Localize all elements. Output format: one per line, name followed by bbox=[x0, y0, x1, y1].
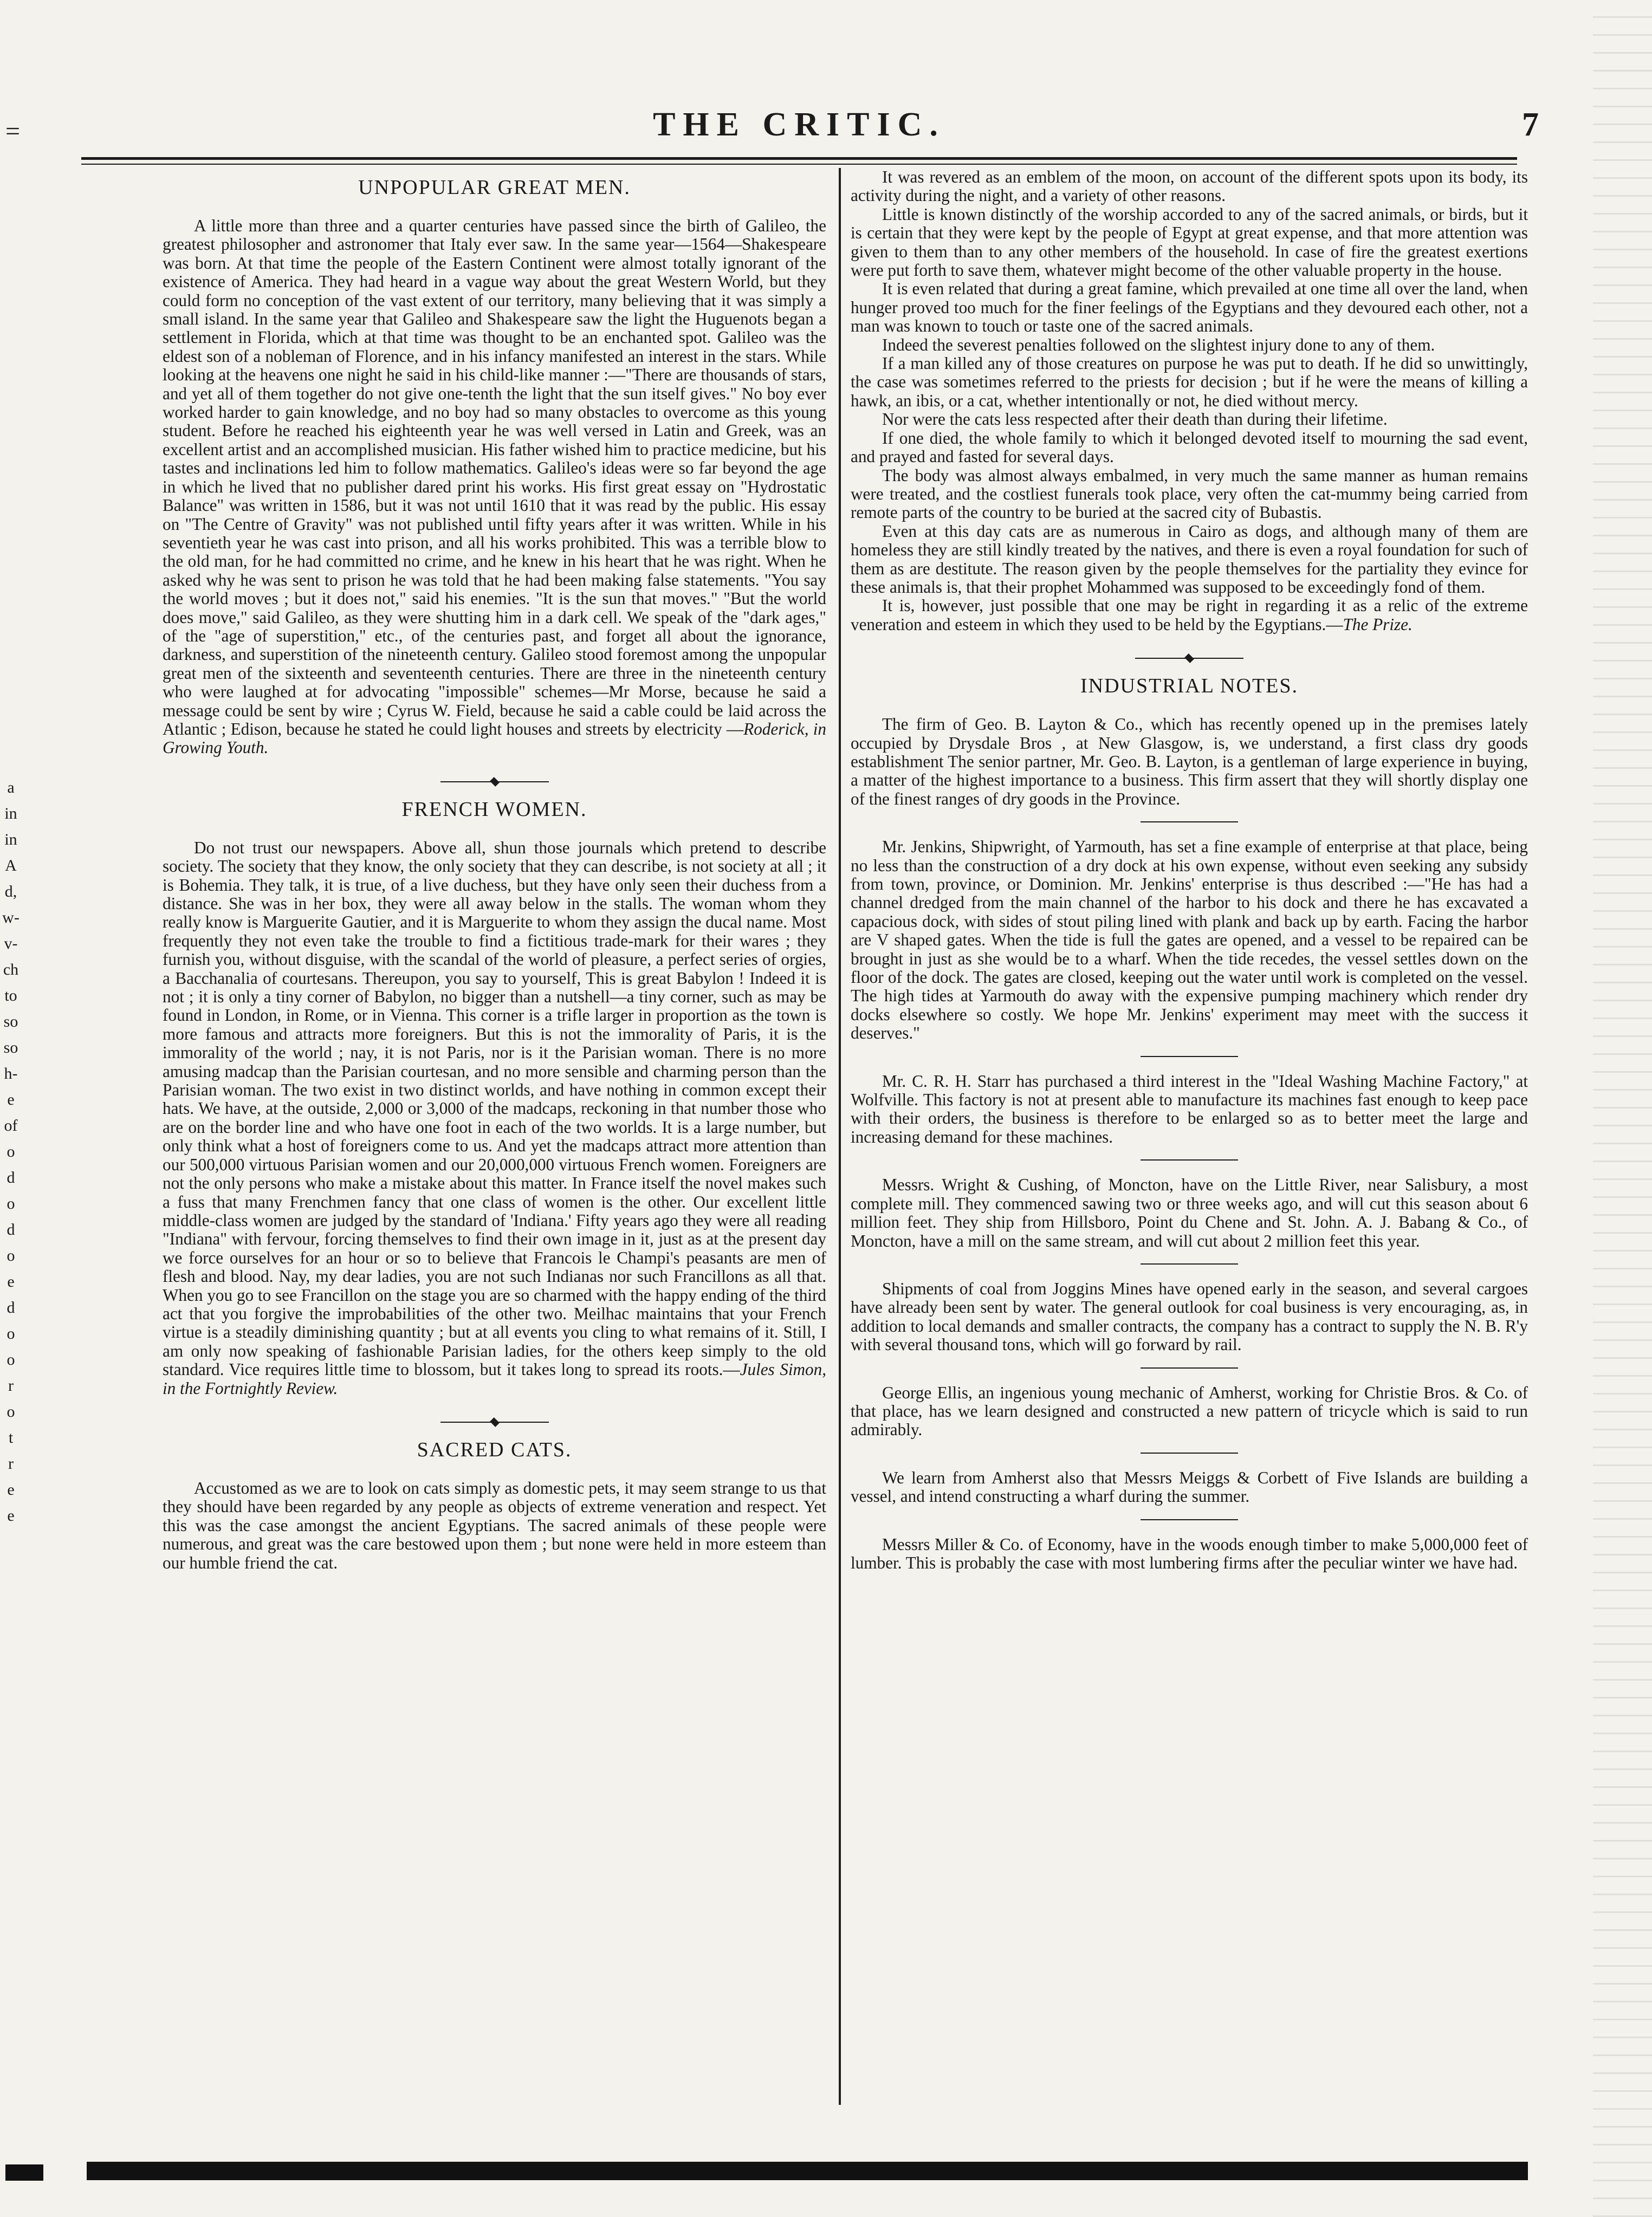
article-industrial-notes bbox=[851, 674, 1528, 1572]
left-margin-bleedthrough bbox=[0, 775, 22, 1529]
article-french-women bbox=[163, 798, 826, 1398]
article-byline: The Prize. bbox=[1343, 614, 1413, 634]
margin-fragment: ch bbox=[3, 961, 19, 978]
item-separator bbox=[1141, 1263, 1238, 1265]
right-page-fringe bbox=[1593, 0, 1652, 2217]
article-paragraph: It was revered as an emblem of the moon, on account of the different spots upon its body, its activity during the night, and a variety of other reasons. bbox=[851, 167, 1528, 205]
paragraph-text: Do not trust our newspapers. Above all, shun those journals which pretend to describe society. The society that they know, the only society that they can describe, is not society at all ; it is Bohemia. They talk, it is true, of a live duchess, but they have only seen their duchess from a distance. She was in her box, they were all away below in the stalls. The woman whom they really know is Marguerite Gautier, and it is Marguerite to whom they assign the ducal name. Most frequently they not even take the trouble to find a fictitious trade-mark for their wares ; they furnish you, without disguise, with the scandal of the world of pleasure, a perfect series of orgies, a Bacchanalia of courtesans. Thereupon, you say to yourself, This is great Babylon ! Indeed it is not ; it is only a tiny corner of Babylon, no bigger than a nutshell—a tiny corner, such as may be found in London, in Rome, or in Vienna. This corner is a trifle larger in proportion as the town is more famous and attracts more foreigners. But this is not the immorality of Paris, it is the immorality of the world ; nay, it is not Paris, nor is it the Parisian woman. There is no more amusing madcap than the Parisian courtesan, and no more sensible and charming person than the Parisian woman. The two exist in two distinct worlds, and have nothing in common except their hats. We have, at the outside, 2,000 or 3,000 of the madcaps, reckoning in that number those who are on the border line and who have one foot in each of the two worlds. It is a large number, but only think what a host of foreigners come to us. And yet the madcaps attract more attention than our 500,000 virtuous Parisian women and our 20,000,000 virtuous French women. Foreigners are not the only persons who make a mistake about this matter. In France itself the novel makes such a fuss that many Frenchmen fancy that one class of women is the other. Our excellent little middle-class women are judged by the standard of 'Indiana.' Fifty years ago they were all reading "Indiana" with fervour, forcing themselves to find their own image in it, just as at the present day we force ourselves for an hour or so to believe that Francois le Champi's peasants are men of flesh and blood. Nay, my dear ladies, you are not such Indianas nor such Francillons as all that. When you go to see Francillon on the stage you are so charmed with the happy ending of the third act that you forgive the improbabilities of the other two. Meilhac maintains that your French virtue is a steadily diminishing quantity ; but at all events you cling to what remains of it. Still, I am only now speaking of fashionable Parisian ladies, for the others keep simply to the old standard. Vice requires little time to blossom, but it takes long to spread its roots.— bbox=[163, 838, 826, 1379]
article-sacred-cats-continued bbox=[851, 168, 1528, 634]
article-heading: SACRED CATS. bbox=[417, 1438, 572, 1461]
article-unpopular-great-men bbox=[163, 176, 826, 757]
item-separator bbox=[1141, 1453, 1238, 1454]
article-paragraph: If a man killed any of those creatures on purpose he was put to death. If he did so unwittingly, the case was sometimes referred to the priests for decision ; but if he were the means of killing a hawk, an ibis, or a cat, whether intentionally or not, he died without mercy. bbox=[851, 354, 1528, 410]
margin-fragment: d bbox=[7, 1221, 15, 1239]
news-item: Shipments of coal from Joggins Mines have opened early in the season, and several cargoes have already been sent by water. The general outlook for coal business is very encouraging, as, in addition to local demands and smaller contracts, the company has a contract to supply the N. B. R'y with several thousand tons, which will go forward by rail. bbox=[851, 1279, 1528, 1354]
margin-fragment: o bbox=[7, 1143, 15, 1161]
item-separator bbox=[1141, 1159, 1238, 1161]
news-item: George Ellis, an ingenious young mechanic of Amherst, working for Christie Bros. & Co. of that place, has we learn designed and constructed a new pattern of tricycle which is said to run admirably. bbox=[851, 1383, 1528, 1440]
article-paragraph: Little is known distinctly of the worship accorded to any of the sacred animals, or birds, but it is certain that they were kept by the people of Egypt at great expense, and that more attention was given to them than to any other members of the household. In case of fire the greatest exertions were put forth to save them, whatever might become of the other valuable property in the house. bbox=[851, 204, 1528, 280]
article-paragraph bbox=[163, 839, 826, 1398]
margin-fragment: v- bbox=[4, 935, 18, 952]
item-separator bbox=[1141, 1056, 1238, 1057]
margin-fragment: e bbox=[7, 1273, 15, 1291]
item-separator bbox=[1141, 821, 1238, 822]
right-column bbox=[851, 168, 1528, 1572]
item-separator bbox=[1141, 1367, 1238, 1369]
page-number: 7 bbox=[1522, 106, 1539, 143]
masthead bbox=[81, 106, 1539, 157]
article-paragraph: Even at this day cats are as numerous in Cairo as dogs, and although many of them are homeless they are still kindly treated by the natives, and there is even a royal foundation for such of them as are destitute. The reason given by the people themselves for the partiality they evince for these animals is, that their prophet Mohammed was supposed to be exceedingly fond of them. bbox=[851, 521, 1528, 597]
bottom-scan-bar bbox=[87, 2162, 1528, 2180]
left-edge-mark: = bbox=[5, 117, 21, 146]
margin-fragment: to bbox=[4, 987, 17, 1004]
article-paragraph: Nor were the cats less respected after their death than during their lifetime. bbox=[882, 410, 1388, 429]
article-paragraph: It is even related that during a great famine, which prevailed at one time all over the land, when hunger proved too much for the finer feelings of the Egyptians and they devoured each other, not a man was known to touch or taste one of the sacred animals. bbox=[851, 279, 1528, 336]
margin-fragment: h- bbox=[4, 1065, 18, 1082]
margin-fragment: in bbox=[4, 831, 17, 848]
margin-fragment: A bbox=[5, 857, 17, 874]
margin-fragment: o bbox=[7, 1247, 15, 1265]
article-paragraph: If one died, the whole family to which it belonged devoted itself to mourning the sad event, and prayed and fasted for several days. bbox=[851, 428, 1528, 466]
article-paragraph bbox=[163, 217, 826, 757]
left-column bbox=[163, 168, 826, 1572]
margin-fragment: d bbox=[7, 1299, 15, 1317]
item-separator bbox=[1141, 1519, 1238, 1520]
margin-fragment: e bbox=[7, 1481, 15, 1499]
margin-fragment: so bbox=[3, 1013, 18, 1030]
news-item: Mr. C. R. H. Starr has purchased a third interest in the "Ideal Washing Machine Factory," at Wolfville. This factory is not at present able to manufacture its machines fast enough to keep pace with their orders, the business is therefore to be enlarged so as to better meet the large and increasing demand for these machines. bbox=[851, 1071, 1528, 1146]
article-paragraph: The body was almost always embalmed, in very much the same manner as human remains were treated, and the costliest funerals took place, very often the cat-mummy being carried from remote parts of the country to be buried at the sacred city of Bubastis. bbox=[851, 465, 1528, 522]
margin-fragment: so bbox=[3, 1039, 18, 1056]
news-item: The firm of Geo. B. Layton & Co., which has recently opened up in the premises lately occupied by Drysdale Bros , at New Glasgow, is, we understand, a first class dry goods establishment The senior partner, Mr. Geo. B. Layton, is a gentleman of large experience in buying, a matter of the highest importance to a business. This firm assert that they will shortly display one of the finest ranges of dry goods in the Province. bbox=[851, 715, 1528, 808]
bottom-left-stub bbox=[5, 2164, 43, 2181]
article-paragraph bbox=[851, 597, 1528, 634]
news-item: We learn from Amherst also that Messrs Meiggs & Corbett of Five Islands are building a vessel, and intend constructing a wharf during the summer. bbox=[851, 1468, 1528, 1506]
article-heading: INDUSTRIAL NOTES. bbox=[1080, 675, 1298, 698]
margin-fragment: e bbox=[7, 1091, 15, 1108]
article-byline: Jules Simon, in the Fortnightly Review. bbox=[163, 1360, 826, 1398]
header-rule-thin bbox=[81, 164, 1517, 165]
column-divider bbox=[839, 168, 841, 2105]
margin-fragment: o bbox=[7, 1403, 15, 1421]
section-ornament bbox=[440, 779, 549, 785]
news-item: Messrs. Wright & Cushing, of Moncton, have on the Little River, near Salisbury, a most complete mill. They commenced sawing two or three weeks ago, and will cut this season about 6 million feet. They ship from Hillsboro, Point du Chene and St. John. A. J. Babang & Co., of Moncton, have a mill on the same stream, and will cut about 2 million feet this year. bbox=[851, 1175, 1528, 1250]
newspaper-title: THE CRITIC. bbox=[653, 106, 945, 143]
margin-fragment: a bbox=[7, 779, 15, 796]
margin-fragment: t bbox=[8, 1429, 14, 1447]
margin-fragment: in bbox=[4, 805, 17, 822]
margin-fragment: d bbox=[7, 1169, 15, 1187]
article-byline: Roderick, in Growing Youth. bbox=[163, 719, 826, 757]
article-sacred-cats bbox=[163, 1438, 826, 1572]
margin-fragment: of bbox=[4, 1117, 18, 1135]
margin-fragment: e bbox=[7, 1507, 15, 1525]
margin-fragment: w- bbox=[2, 909, 20, 926]
article-heading: FRENCH WOMEN. bbox=[401, 798, 587, 821]
section-ornament bbox=[1135, 656, 1243, 661]
paragraph-text: It is, however, just possible that one may be right in regarding it as a relic of the extreme veneration and esteem in which they used to be held by the Egyptians.— bbox=[851, 596, 1528, 634]
article-paragraph: Indeed the severest penalties followed on the slightest injury done to any of them. bbox=[882, 335, 1435, 354]
margin-fragment: o bbox=[7, 1325, 15, 1343]
margin-fragment: r bbox=[8, 1455, 14, 1473]
margin-fragment: o bbox=[7, 1195, 15, 1213]
margin-fragment: d, bbox=[4, 883, 17, 900]
margin-fragment: r bbox=[8, 1377, 14, 1395]
paragraph-text: A little more than three and a quarter centuries have passed since the birth of Galileo, the greatest philosopher and astronomer that Italy ever saw. In the same year—1564—Shakespeare was born. At that time the people of the Eastern Continent were almost totally ignorant of the existence of America. They had heard in a vague way about the great Western World, but they could form no conception of the vast extent of our territory, many believing that it was simply a small island. In the same year that Galileo and Shakespeare saw the light the Huguenots began a settlement in Florida, which at that time was thought to be an enchanted spot. Galileo was the eldest son of a nobleman of Florence, and in his infancy manifested an interest in the stars. While looking at the heavens one night he said in his child-like manner :—"There are thousands of stars, and yet all of them together do not give one-tenth the light that the sun itself gives." No boy ever worked harder to gain knowledge, and no boy had so many obstacles to overcome as this young student. Before he reached his eighteenth year he was well versed in Latin and Greek, was an excellent artist and an accomplished musician. His father wished him to practice medicine, but his tastes and inclinations led him to follow mathematics. Galileo's ideas were so far beyond the age in which he lived that no publisher dared print his works. His first great essay on "Hydrostatic Balance" was written in 1586, but it was not until 1610 that it was read by the public. His essay on "The Centre of Gravity" was not published until fifty years after it was written. While in his seventieth year he was cast into prison, and all his works prohibited. This was a terrible blow to the old man, for he had committed no crime, and he knew in his heart that he was right. When he asked why he was sent to prison he was told that he had been making false statements. "You say the world moves ; but it does not," said his enemies. "It is the sun that moves." "But the world does move," said Galileo, as they were shutting him in a dark cell. We speak of the "dark ages," of the "age of superstition," etc., of the centuries past, and forget all about the ignorance, darkness, and superstition of the nineteenth century. Galileo stood foremost among the unpopular great men of the sixteenth and seventeenth centuries. There are three in the nineteenth century who were laughed at for advocating "impossible" schemes—Mr Morse, because he said a message could be sent by wire ; Cyrus W. Field, because he said a cable could be laid across the Atlantic ; Edison, because he stated he could light houses and streets by electricity — bbox=[163, 216, 826, 738]
news-item: Messrs Miller & Co. of Economy, have in the woods enough timber to make 5,000,000 feet of lumber. This is probably the case with most lumbering firms after the peculiar winter we have had. bbox=[851, 1534, 1528, 1572]
article-heading: UNPOPULAR GREAT MEN. bbox=[358, 176, 631, 199]
margin-fragment: o bbox=[7, 1351, 15, 1369]
news-item: Mr. Jenkins, Shipwright, of Yarmouth, has set a fine example of enterprise at that place, being no less than the construction of a dry dock at his own expense, without even seeking any subsidy from town, province, or Dominion. Mr. Jenkins' enterprise is thus described :—"He has had a channel dredged from the main channel of the harbor to his dock and there he has excavated a capacious dock, with sides of stout piling lined with plank and back up by earth. Facing the harbor are V shaped gates. When the tide is full the gates are opened, and a vessel to be repaired can be brought in just as she would be to a wharf. When the tide recedes, the vessel settles down on the floor of the dock. The gates are closed, keeping out the water until work is completed on the vessel. The high tides at Yarmouth do away with the expensive pumping machinery which render dry docks elsewhere so costly. We hope Mr. Jenkins' experiment may meet with the success it deserves." bbox=[851, 837, 1528, 1043]
header-rule-thick bbox=[81, 157, 1517, 160]
article-paragraph: Accustomed as we are to look on cats simply as domestic pets, it may seem strange to us that they should have been regarded by any people as objects of extreme veneration and respect. Yet this was the case amongst the ancient Egyptians. The sacred animals of these people were numerous, and great was the care bestowed upon them ; but none were held in more esteem than our humble friend the cat. bbox=[163, 1478, 826, 1572]
section-ornament bbox=[440, 1419, 549, 1425]
